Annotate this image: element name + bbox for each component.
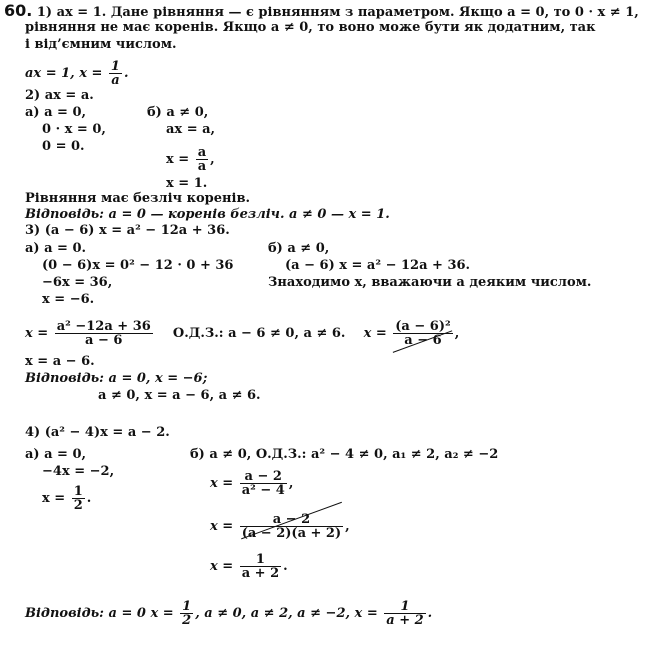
part3-frac1-den: a − 6	[85, 333, 123, 348]
part4-a-frac-den: 2	[73, 498, 83, 513]
part4-a-line1: а) a = 0,	[25, 447, 87, 462]
part4-b-fraction-3	[240, 553, 281, 580]
part4-b-frac2-line: x = $\frac{a - 2}{(a - 2)(a + 2)}$ ,	[210, 512, 350, 541]
part4-answer-fraction-1	[180, 600, 193, 627]
part4-answer-frac1-num: 1	[182, 599, 192, 614]
part2-a-line3: 0 = 0.	[42, 139, 85, 154]
part2-conclusion: Рівняння має безліч коренів.	[25, 191, 250, 206]
part3-head: 3) (a − 6) x = a² − 12a + 36.	[25, 223, 230, 238]
part3-b-line3: Знаходимо x, вважаючи a деяким числом.	[268, 275, 592, 290]
part3-frac2-num: (a − 6)²	[395, 319, 451, 334]
part4-a-fraction-line	[42, 485, 91, 512]
part2-a-line1: а) a = 0,	[25, 105, 87, 120]
part3-b-line1: б) a ≠ 0,	[268, 241, 330, 256]
part3-frac1-num: a² −12a + 36	[56, 319, 151, 334]
part4-answer-prefix: Відповідь: a = 0 x =	[25, 606, 174, 621]
part1-eq-text: ax = 1, x =	[25, 66, 103, 81]
part2-b-frac-num: a	[197, 145, 207, 160]
part4-a-dot: .	[86, 491, 92, 506]
intro-line-1: 1) ax = 1. Дане рівняння — є рівнянням з параметром. Якщо a = 0, то 0 · x ≠ 1,	[36, 5, 639, 20]
part4-a-frac-num: 1	[73, 484, 83, 499]
part3-result: x = a − 6.	[25, 354, 95, 369]
part3-a-line3: −6x = 36,	[42, 275, 113, 290]
part3-a-line1: а) a = 0.	[25, 241, 87, 256]
part3-solution-line: x = $\frac{\text{a² −12a + 36}}{a - 6}$ О.Д.З.: a − 6 ≠ 0, a ≠ 6. x = $\frac{\text{(a − 6)²}}{a - 6}$ ,	[25, 319, 460, 348]
part3-answer-1: Відповідь: a = 0, x = −6;	[25, 371, 208, 386]
part2-b-comma: ,	[210, 152, 215, 167]
part4-answer-end: .	[427, 606, 433, 621]
part3-odz: О.Д.З.: a − 6 ≠ 0, a ≠ 6.	[172, 326, 346, 341]
intro-line-3: і від’ємним числом.	[25, 37, 177, 52]
problem-header	[4, 3, 639, 20]
part1-frac-den: a	[111, 73, 120, 88]
part4-a-fraction	[72, 485, 85, 512]
part2-answer: Відповідь: a = 0 — коренів безліч. a ≠ 0 — x = 1.	[25, 207, 390, 222]
part4-b-frac1-line: x = $\frac{a - 2}{\text{a² − 4}}$ ,	[210, 469, 294, 498]
part4-a-line2: −4x = −2,	[42, 464, 115, 479]
part4-answer-mid: , a ≠ 0, a ≠ 2, a ≠ −2, x =	[195, 606, 378, 621]
part3-a-line2: (0 − 6)x = 0² − 12 · 0 + 36	[42, 258, 234, 273]
part1-fraction	[109, 60, 122, 87]
part4-b-frac3-num: 1	[240, 553, 281, 567]
part4-b-fraction-1	[240, 470, 287, 497]
part4-b-head: б) a ≠ 0, О.Д.З.: a² − 4 ≠ 0, a₁ ≠ 2, a₂ ≠ −2	[190, 447, 499, 462]
part4-b-fraction-2	[240, 513, 343, 540]
part4-b-frac3-den: a + 2	[241, 566, 280, 581]
part3-fraction-1	[55, 320, 153, 347]
part4-answer-frac2-den: a + 2	[386, 613, 424, 628]
part4-answer	[25, 600, 432, 627]
problem-number: 60.	[4, 1, 33, 20]
part4-b-frac2-num: a − 2	[240, 513, 343, 527]
part3-fraction-2	[393, 320, 452, 347]
part4-b-frac1-den: a² − 4	[241, 483, 285, 498]
part2-b-line1: б) a ≠ 0,	[147, 105, 209, 120]
part4-b-frac1-num: a − 2	[240, 470, 287, 484]
part4-a-x: x =	[42, 491, 66, 506]
part4-answer-fraction-2	[384, 600, 425, 627]
part2-head: 2) ax = a.	[25, 88, 94, 103]
part1-frac-num: 1	[110, 59, 120, 74]
part3-a-line4: x = −6.	[42, 292, 95, 307]
part4-b-frac3-line: x = $\frac{1}{a + 2}$ .	[210, 552, 288, 581]
part3-b-line2: (a − 6) x = a² − 12a + 36.	[285, 258, 471, 273]
part2-b-fraction-line	[166, 146, 215, 173]
part3-answer-2: a ≠ 0, x = a − 6, a ≠ 6.	[98, 388, 261, 403]
part4-b-frac2-den: (a − 2)(a + 2)	[241, 526, 342, 541]
part4-answer-frac2-num: 1	[384, 600, 425, 614]
part4-head: 4) (a² − 4)x = a − 2.	[25, 425, 170, 440]
part1-tail: .	[123, 66, 129, 81]
part1-equation	[25, 60, 129, 87]
part2-b-frac-den: a	[197, 159, 207, 174]
part2-b-x: x =	[166, 152, 190, 167]
part4-answer-frac1-den: 2	[182, 613, 192, 628]
part2-b-result: x = 1.	[166, 176, 208, 191]
part2-b-fraction	[196, 146, 208, 173]
part2-a-line2: 0 · x = 0,	[42, 122, 106, 137]
part2-b-line2: ax = a,	[166, 122, 216, 137]
part3-frac2-den: a − 6	[393, 334, 452, 347]
intro-line-2: рівняння не має коренів. Якщо a ≠ 0, то воно може бути як додатним, так	[25, 20, 596, 35]
